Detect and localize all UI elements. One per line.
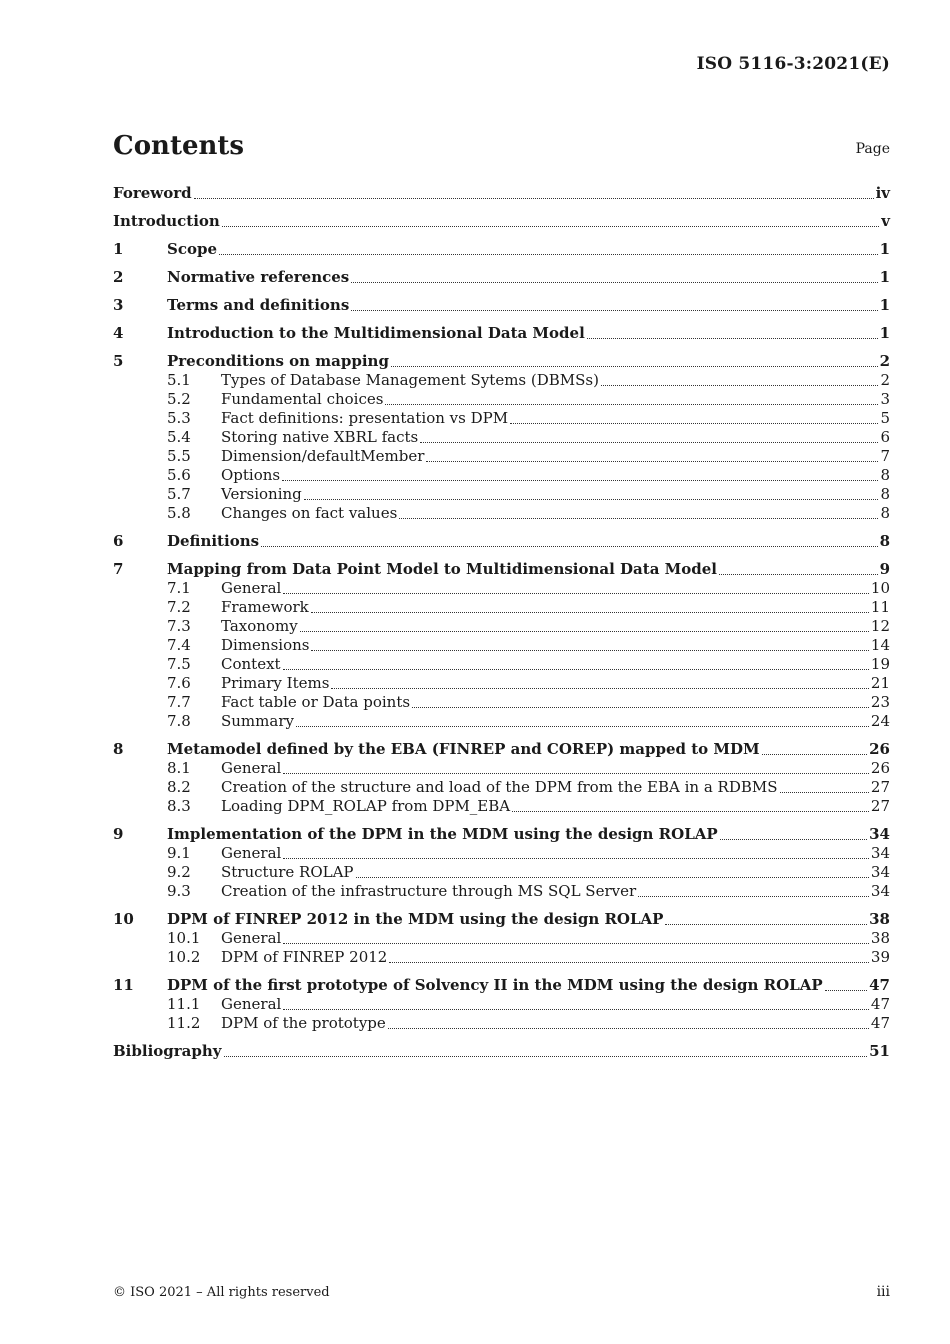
toc-entry-number: 5.2 [167, 390, 191, 408]
dot-leader [283, 943, 869, 944]
toc-entry-page: 38 [869, 910, 890, 928]
toc-entry-title: Types of Database Management Sytems (DBMSs) [221, 371, 599, 389]
toc-entry-number: 2 [113, 268, 124, 286]
toc-entry-page: 11 [870, 598, 890, 616]
footer-page-number: iii [876, 1284, 890, 1300]
dot-leader [283, 1009, 869, 1010]
toc-entry-page: 1 [879, 296, 890, 314]
toc-entry-page: 9 [879, 560, 890, 578]
toc-entry[interactable] [113, 184, 890, 203]
toc-subentry[interactable] [113, 778, 890, 797]
toc-entry-number: 5.3 [167, 409, 191, 427]
dot-leader [351, 282, 877, 283]
toc-entry[interactable] [113, 324, 890, 343]
dot-leader [420, 442, 878, 443]
toc-entry-number: 8.3 [167, 797, 191, 815]
toc-entry-title: Summary [221, 712, 294, 730]
toc-entry-title: Creation of the infrastructure through MS SQL Server [221, 882, 637, 900]
toc-entry-page: 34 [870, 844, 890, 862]
toc-entry-page: 7 [880, 447, 890, 465]
toc-entry-number: 6 [113, 532, 124, 550]
toc-subentry[interactable] [113, 797, 890, 816]
toc-entry-title: Creation of the structure and load of the DPM from the EBA in a RDBMS [221, 778, 778, 796]
toc-entry-page: 38 [870, 929, 890, 947]
toc-subentry[interactable] [113, 655, 890, 674]
toc-entry-page: 8 [879, 532, 890, 550]
toc-subentry[interactable] [113, 390, 890, 409]
dot-leader [224, 1056, 868, 1057]
toc-entry-page: 47 [870, 995, 890, 1013]
dot-leader [665, 924, 867, 925]
toc-entry-page: 51 [869, 1042, 890, 1060]
toc-subentry[interactable] [113, 409, 890, 428]
dot-leader [720, 839, 867, 840]
toc-entry[interactable] [113, 740, 890, 759]
dot-leader [283, 773, 869, 774]
toc-entry-title: Fundamental choices [221, 390, 384, 408]
toc-entry-number: 5.7 [167, 485, 191, 503]
toc-entry-number: 5.4 [167, 428, 191, 446]
toc-subentry[interactable] [113, 447, 890, 466]
toc-entry-title: Normative references [167, 268, 350, 286]
dot-leader [261, 546, 878, 547]
toc-entry-number: 5.8 [167, 504, 191, 522]
dot-leader [283, 669, 869, 670]
dot-leader [385, 404, 878, 405]
toc-entry-number: 10.1 [167, 929, 201, 947]
dot-leader [351, 310, 877, 311]
toc-entry-title: Definitions [167, 532, 260, 550]
dot-leader [389, 962, 869, 963]
toc-entry-title: DPM of FINREP 2012 [221, 948, 388, 966]
toc-entry-page: 21 [870, 674, 890, 692]
toc-entry-page: 8 [880, 466, 890, 484]
toc-entry-page: 26 [869, 740, 890, 758]
toc-entry[interactable] [113, 212, 890, 231]
toc-entry-page: 39 [870, 948, 890, 966]
toc-entry-title: General [221, 929, 282, 947]
dot-leader [283, 858, 869, 859]
toc-entry-title: Structure ROLAP [221, 863, 354, 881]
toc-entry-page: 34 [869, 825, 890, 843]
toc-entry[interactable] [113, 268, 890, 287]
dot-leader [194, 198, 874, 199]
toc-entry-page: 34 [870, 863, 890, 881]
toc-entry-title: Terms and definitions [167, 296, 350, 314]
page-column-label: Page [855, 141, 890, 157]
toc-entry-number: 7.4 [167, 636, 191, 654]
toc-entry-number: 7.8 [167, 712, 191, 730]
toc-entry-title: DPM of FINREP 2012 in the MDM using the design ROLAP [167, 910, 664, 928]
toc-subentry[interactable] [113, 929, 890, 948]
toc-entry-title: Implementation of the DPM in the MDM using the design ROLAP [167, 825, 718, 843]
toc-entry-number: 7 [113, 560, 124, 578]
toc-entry-title: Dimension/defaultMember [221, 447, 425, 465]
toc-entry-number: 11.2 [167, 1014, 201, 1032]
toc-entry-title: General [221, 579, 282, 597]
dot-leader [391, 366, 878, 367]
toc-entry-number: 4 [113, 324, 124, 342]
toc-entry-page: 6 [880, 428, 890, 446]
toc-entry-page: 19 [870, 655, 890, 673]
toc-entry-number: 7.7 [167, 693, 191, 711]
toc-subentry[interactable] [113, 693, 890, 712]
toc-subentry[interactable] [113, 948, 890, 967]
toc-subentry[interactable] [113, 579, 890, 598]
dot-leader [412, 707, 869, 708]
dot-leader [399, 518, 878, 519]
toc-subentry[interactable] [113, 712, 890, 731]
toc-entry-page: 8 [880, 485, 890, 503]
toc-entry-number: 3 [113, 296, 124, 314]
toc-entry-number: 5.6 [167, 466, 191, 484]
toc-entry-title: General [221, 759, 282, 777]
toc-entry-title: Versioning [221, 485, 302, 503]
dot-leader [296, 726, 869, 727]
toc-entry-title: Dimensions [221, 636, 310, 654]
dot-leader [219, 254, 878, 255]
dot-leader [283, 593, 869, 594]
dot-leader [304, 499, 879, 500]
toc-subentry[interactable] [113, 485, 890, 504]
toc-entry-number: 7.6 [167, 674, 191, 692]
toc-entry-page: 14 [870, 636, 890, 654]
dot-leader [510, 423, 878, 424]
toc-entry-number: 7.2 [167, 598, 191, 616]
toc-entry-title: Options [221, 466, 281, 484]
toc-entry-title: Fact definitions: presentation vs DPM [221, 409, 509, 427]
dot-leader [512, 811, 869, 812]
toc-entry-page: 10 [870, 579, 890, 597]
toc-entry-number: 8 [113, 740, 124, 758]
toc-entry[interactable] [113, 825, 890, 844]
toc-entry-page: 27 [870, 797, 890, 815]
toc-entry[interactable] [113, 560, 890, 579]
toc-entry-title: Introduction [113, 212, 220, 230]
toc-entry-title: Framework [221, 598, 309, 616]
toc-entry-page: 3 [880, 390, 890, 408]
dot-leader [601, 385, 878, 386]
toc-entry-page: 1 [879, 268, 890, 286]
toc-entry-title: Bibliography [113, 1042, 222, 1060]
dot-leader [719, 574, 878, 575]
toc-entry-number: 5.5 [167, 447, 191, 465]
toc-subentry[interactable] [113, 617, 890, 636]
toc-entry-number: 8.2 [167, 778, 191, 796]
toc-entry-page: iv [875, 184, 890, 202]
toc-subentry[interactable] [113, 863, 890, 882]
toc-entry-page: 34 [870, 882, 890, 900]
toc-entry-page: 2 [880, 371, 890, 389]
toc-entry-page: 12 [870, 617, 890, 635]
toc-entry[interactable] [113, 1042, 890, 1061]
toc-entry-number: 10 [113, 910, 134, 928]
toc-entry-title: Fact table or Data points [221, 693, 411, 711]
toc-entry-title: DPM of the prototype [221, 1014, 386, 1032]
dot-leader [300, 631, 869, 632]
toc-entry-title: Taxonomy [221, 617, 298, 635]
toc-entry[interactable] [113, 240, 890, 259]
toc-subentry[interactable] [113, 466, 890, 485]
toc-entry-page: v [881, 212, 890, 230]
document-code: ISO 5116-3:2021(E) [696, 54, 890, 74]
toc-entry-title: Preconditions on mapping [167, 352, 389, 370]
toc-entry-title: Mapping from Data Point Model to Multidimensional Data Model [167, 560, 717, 578]
toc-subentry[interactable] [113, 995, 890, 1014]
toc-subentry[interactable] [113, 636, 890, 655]
toc-entry-page: 26 [870, 759, 890, 777]
toc-entry-title: Introduction to the Multidimensional Data Model [167, 324, 585, 342]
toc-subentry[interactable] [113, 504, 890, 523]
copyright-notice: © ISO 2021 – All rights reserved [113, 1285, 330, 1300]
dot-leader [762, 754, 868, 755]
toc-entry-number: 11 [113, 976, 134, 994]
toc-subentry[interactable] [113, 371, 890, 390]
dot-leader [426, 461, 878, 462]
toc-entry-title: Storing native XBRL facts [221, 428, 419, 446]
toc-subentry[interactable] [113, 598, 890, 617]
toc-entry-number: 1 [113, 240, 124, 258]
toc-entry-title: General [221, 844, 282, 862]
dot-leader [311, 650, 868, 651]
dot-leader [356, 877, 869, 878]
dot-leader [587, 338, 878, 339]
toc-entry-title: Scope [167, 240, 218, 258]
toc-entry-title: Metamodel defined by the EBA (FINREP and COREP) mapped to MDM [167, 740, 760, 758]
dot-leader [311, 612, 869, 613]
toc-entry-page: 5 [880, 409, 890, 427]
dot-leader [222, 226, 879, 227]
toc-entry-page: 1 [879, 324, 890, 342]
toc-entry-page: 1 [879, 240, 890, 258]
toc-subentry[interactable] [113, 674, 890, 693]
toc-entry-page: 47 [869, 976, 890, 994]
toc-entry-page: 47 [870, 1014, 890, 1032]
toc-subentry[interactable] [113, 882, 890, 901]
toc-subentry[interactable] [113, 759, 890, 778]
dot-leader [638, 896, 869, 897]
toc-entry-title: Changes on fact values [221, 504, 398, 522]
toc-entry-number: 8.1 [167, 759, 191, 777]
dot-leader [780, 792, 869, 793]
toc-subentry[interactable] [113, 1014, 890, 1033]
dot-leader [825, 990, 867, 991]
table-of-contents [113, 184, 890, 1061]
page-title: Contents [113, 131, 245, 161]
toc-entry[interactable] [113, 532, 890, 551]
toc-entry-page: 2 [879, 352, 890, 370]
toc-entry-title: Context [221, 655, 281, 673]
toc-entry-title: Foreword [113, 184, 192, 202]
toc-entry-page: 8 [880, 504, 890, 522]
dot-leader [331, 688, 869, 689]
toc-entry-number: 9.1 [167, 844, 191, 862]
toc-entry-page: 27 [870, 778, 890, 796]
dot-leader [282, 480, 878, 481]
toc-entry-number: 7.1 [167, 579, 191, 597]
toc-entry-number: 7.3 [167, 617, 191, 635]
toc-entry-page: 24 [870, 712, 890, 730]
dot-leader [388, 1028, 869, 1029]
toc-subentry[interactable] [113, 844, 890, 863]
toc-entry[interactable] [113, 976, 890, 995]
toc-entry-number: 9.3 [167, 882, 191, 900]
toc-entry-number: 5.1 [167, 371, 191, 389]
toc-entry[interactable] [113, 296, 890, 315]
toc-entry-title: Loading DPM_ROLAP from DPM_EBA [221, 797, 511, 815]
toc-subentry[interactable] [113, 428, 890, 447]
toc-entry-page: 23 [870, 693, 890, 711]
toc-entry-number: 7.5 [167, 655, 191, 673]
toc-entry-number: 9.2 [167, 863, 191, 881]
toc-entry[interactable] [113, 910, 890, 929]
toc-entry-title: General [221, 995, 282, 1013]
toc-entry-number: 10.2 [167, 948, 201, 966]
toc-entry-title: Primary Items [221, 674, 330, 692]
toc-entry-title: DPM of the first prototype of Solvency II in the MDM using the design ROLAP [167, 976, 823, 994]
toc-entry[interactable] [113, 352, 890, 371]
toc-entry-number: 9 [113, 825, 124, 843]
toc-entry-number: 5 [113, 352, 124, 370]
toc-entry-number: 11.1 [167, 995, 201, 1013]
